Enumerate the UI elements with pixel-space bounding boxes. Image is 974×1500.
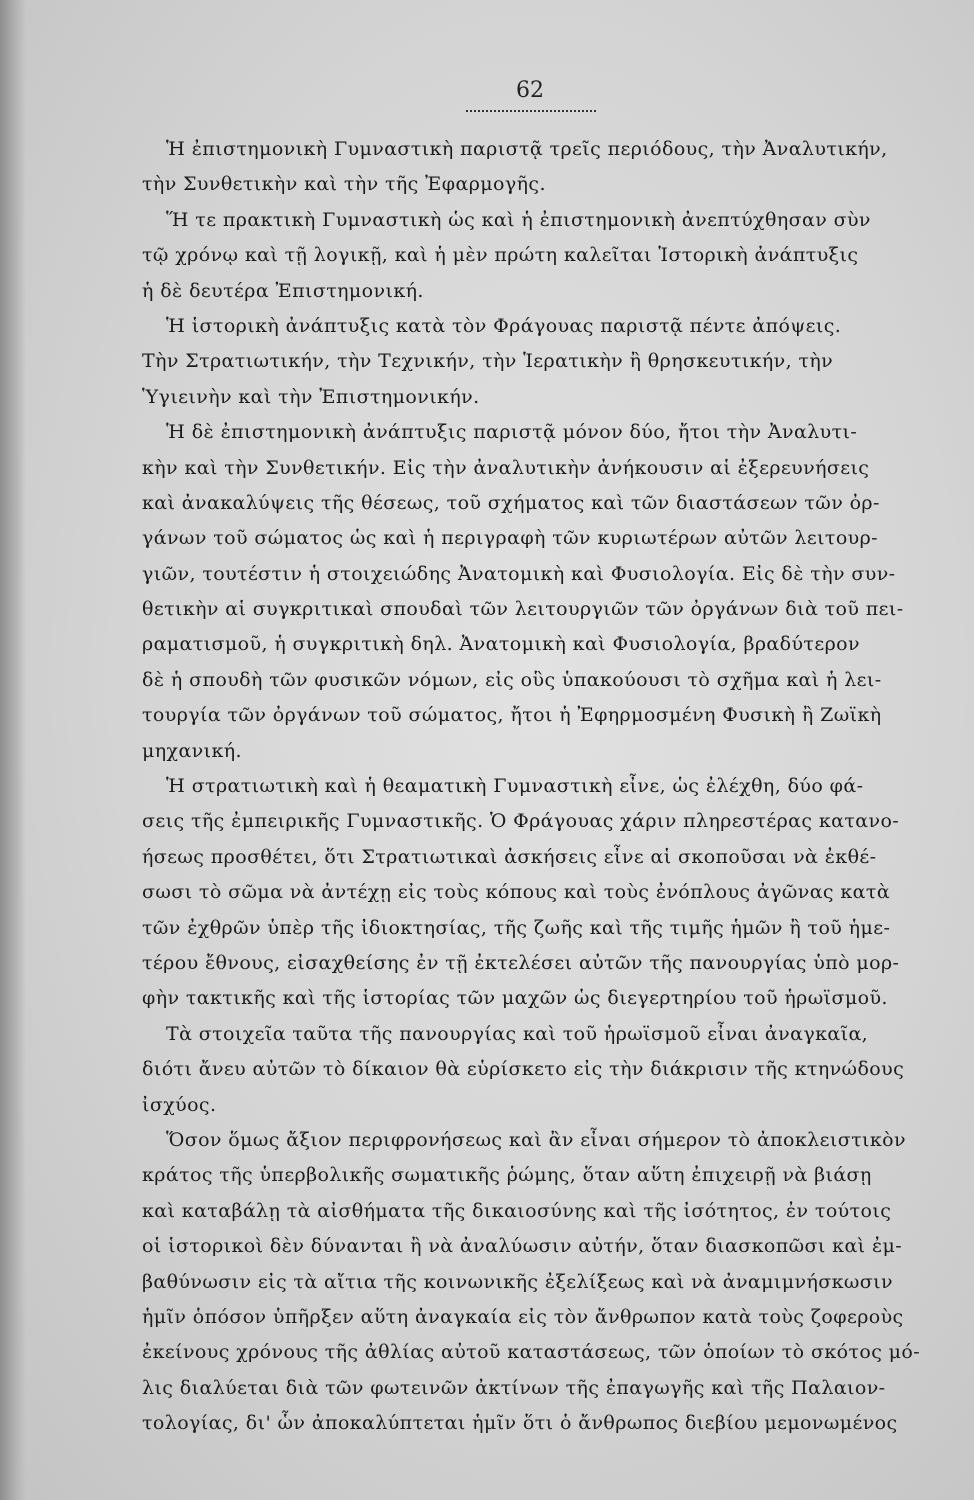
text-line: Τὰ στοιχεῖα ταῦτα τῆς πανουργίας καὶ τοῦ ἡρωϊσμοῦ εἶναι ἀναγκαῖα, [166,1022,869,1045]
text-line: κράτος τῆς ὑπερβολικῆς σωματικῆς ῥώμης, ὅταν αὕτη ἐπιχειρῇ νὰ βιάσῃ [142,1164,872,1187]
text-line: Ἡ ἱστορικὴ ἀνάπτυξις κατὰ τὸν Φράγουας παριστᾷ πέντε ἀπόψεις. [166,314,842,337]
text-line: τέρου ἔθνους, εἰσαχθείσης ἐν τῇ ἐκτελέσει αὐτῶν τῆς πανουργίας ὑπὸ μορ- [142,951,900,974]
text-line: Ὑγιεινὴν καὶ τὴν Ἐπιστημονικήν. [142,385,480,408]
text-line: ἡμῖν ὁπόσον ὑπῆρξεν αὕτη ἀναγκαία εἰς τὸν ἄνθρωπον κατὰ τοὺς ζοφεροὺς [142,1305,904,1328]
text-line: τῷ χρόνῳ καὶ τῇ λογικῇ, καὶ ἡ μὲν πρώτη καλεῖται Ἱστορικὴ ἀνάπτυξις [142,244,859,267]
text-line: τουργία τῶν ὀργάνων τοῦ σώματος, ἤτοι ἡ Ἐφηρμοσμένη Φυσικὴ ἢ Ζωϊκὴ [142,704,882,727]
text-line: Ἡ στρατιωτικὴ καὶ ἡ θεαματικὴ Γυμναστικὴ εἶνε, ὡς ἐλέχθη, δύο φά- [166,775,864,798]
text-line: τῶν ἐχθρῶν ὑπὲρ τῆς ἰδιοκτησίας, τῆς ζωῆς καὶ τῆς τιμῆς ἡμῶν ἢ τοῦ ἡμε- [142,916,891,939]
text-line: δὲ ἡ σπουδὴ τῶν φυσικῶν νόμων, εἰς οὓς ὑπακούουσι τὸ σχῆμα καὶ ἡ λει- [142,668,882,691]
text-line: καὶ ἀνακαλύψεις τῆς θέσεως, τοῦ σχήματος καὶ τῶν διαστάσεων τῶν ὀρ- [142,491,880,514]
text-line: τολογίας, δι' ὧν ἀποκαλύπτεται ἡμῖν ὅτι ὁ ἄνθρωπος διεβίου μεμονωμένος [142,1412,898,1435]
text-line: γάνων τοῦ σώματος ὡς καὶ ἡ περιγραφὴ τῶν κυριωτέρων αὐτῶν λειτουρ- [142,527,878,550]
text-line: ἰσχύος. [142,1093,217,1116]
text-line: ραματισμοῦ, ἡ συγκριτικὴ δηλ. Ἀνατομικὴ καὶ Φυσιολογία, βραδύτερον [142,633,860,656]
text-line: βαθύνωσιν εἰς τὰ αἴτια τῆς κοινωνικῆς ἐξελίξεως καὶ νὰ ἀναμιμνήσκωσιν [142,1270,893,1293]
text-line: διότι ἄνευ αὐτῶν τὸ δίκαιον θὰ εὑρίσκετο εἰς τὴν διάκρισιν τῆς κτηνώδους [142,1058,905,1081]
text-line: φὴν τακτικῆς καὶ τῆς ἱστορίας τῶν μαχῶν ὡς διεγερτηρίου τοῦ ἡρωϊσμοῦ. [142,987,888,1010]
text-line: οἱ ἱστορικοὶ δὲν δύνανται ἢ νὰ ἀναλύωσιν αὐτήν, ὅταν διασκοπῶσι καὶ ἐμ- [142,1235,903,1258]
text-line: τὴν Συνθετικὴν καὶ τὴν τῆς Ἐφαρμογῆς. [142,173,546,196]
text-line: λις διαλύεται διὰ τῶν φωτεινῶν ἀκτίνων τῆς ἐπαγωγῆς καὶ τῆς Παλαιον- [142,1376,886,1399]
text-line: μηχανική. [142,739,242,762]
text-line: Ἡ ἐπιστημονικὴ Γυμναστικὴ παριστᾷ τρεῖς περιόδους, τὴν Ἀναλυτικήν, [166,138,888,160]
text-line: Τὴν Στρατιωτικήν, τὴν Τεχνικήν, τὴν Ἱερατικὴν ἢ θρησκευτικήν, τὴν [142,350,834,373]
header-rule [466,110,596,112]
text-line: σεις τῆς ἐμπειρικῆς Γυμναστικῆς. Ὁ Φράγουας χάριν πληρεστέρας κατανο- [142,810,900,833]
text-line: ἐκείνους χρόνους τῆς ἀθλίας αὐτοῦ καταστάσεως, τῶν ὁποίων τὸ σκότος μό- [142,1341,921,1364]
text-line: καὶ καταβάλῃ τὰ αἰσθήματα τῆς δικαιοσύνης καὶ τῆς ἰσότητος, ἐν τούτοις [142,1199,892,1222]
text-line: θετικὴν αἱ συγκριτικαὶ σπουδαὶ τῶν λειτουργιῶν τῶν ὀργάνων διὰ τοῦ πει- [142,598,904,621]
page-number: 62 [516,78,544,103]
text-line: σωσι τὸ σῶμα νὰ ἀντέχῃ εἰς τοὺς κόπους καὶ τοὺς ἐνόπλους ἀγῶνας κατὰ [142,881,891,904]
text-line: ήσεως προσθέτει, ὅτι Στρατιωτικαὶ ἀσκήσεις εἶνε αἱ σκοποῦσαι νὰ ἐκθέ- [142,845,877,868]
body-text [142,132,950,1441]
text-line: Ἡ δὲ ἐπιστημονικὴ ἀνάπτυξις παριστᾷ μόνον δύο, ἤτοι τὴν Ἀναλυτι- [166,421,858,444]
binding-shadow [0,0,26,1500]
text-line: κὴν καὶ τὴν Συνθετικήν. Εἰς τὴν ἀναλυτικὴν ἀνήκουσιν αἱ ἐξερευνήσεις [142,456,870,479]
text-line: γιῶν, τουτέστιν ἡ στοιχειώδης Ἀνατομικὴ καὶ Φυσιολογία. Εἰς δὲ τὴν συν- [142,562,896,585]
text-line: Ὅσον ὅμως ἄξιον περιφρονήσεως καὶ ἂν εἶναι σήμερον τὸ ἀποκλειστικὸν [166,1128,906,1151]
text-line: Ἥ τε πρακτικὴ Γυμναστικὴ ὡς καὶ ἡ ἐπιστημονικὴ ἀνεπτύχθησαν σὺν [166,208,871,231]
text-line: ἡ δὲ δευτέρα Ἐπιστημονική. [142,279,424,302]
